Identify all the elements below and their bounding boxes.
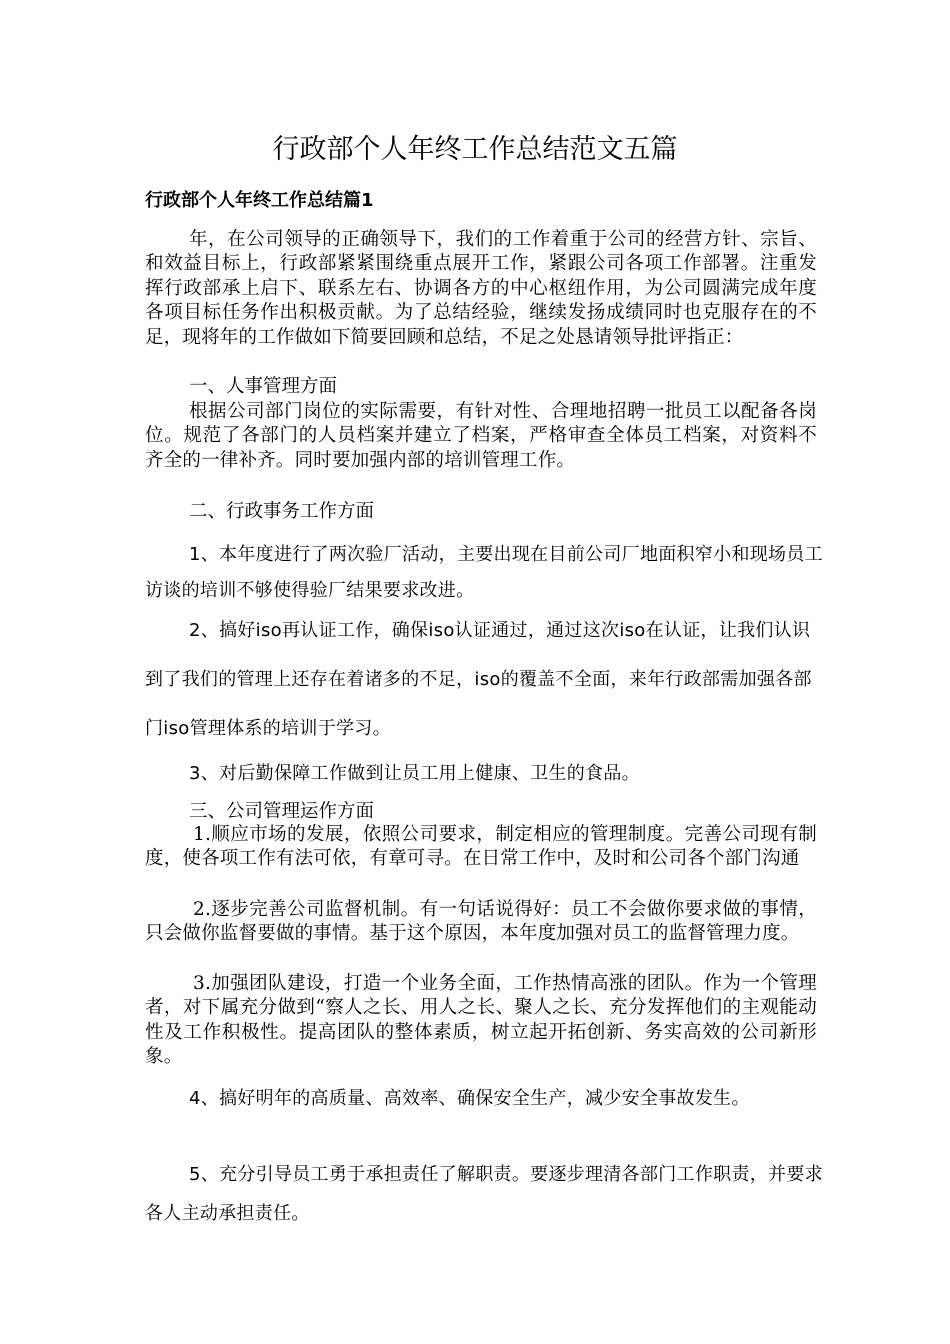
management-sub-1: 1.顺应市场的发展，依照公司要求，制定相应的管理制度。完善公司现有制度，使各项工作有法可依，有章可寻。在日常工作中，及时和公司各个部门沟通 xyxy=(145,824,817,870)
section-heading-personnel: 一、人事管理方面 xyxy=(189,376,338,397)
document-title: 行政部个人年终工作总结范文五篇 xyxy=(272,134,678,165)
admin-item-4: 4、搞好明年的高质量、高效率、确保安全生产，减少安全事故发生。 xyxy=(189,1088,750,1109)
section-subtitle: 行政部个人年终工作总结篇1 xyxy=(145,190,374,211)
section-heading-admin: 二、行政事务工作方面 xyxy=(189,501,375,522)
intro-paragraph: 年，在公司领导的正确领导下，我们的工作着重于公司的经营方针、宗旨、和效益目标上，行政部紧紧围绕重点展开工作，紧跟公司各项工作部署。注重发挥行政部承上启下、联系左右、协调各方的中心枢纽作用，为公司圆满完成年度各项目标任务作出积极贡献。为了总结经验，继续发扬成绩同时也克服存在的不足，现将年的工作做如下简要回顾和总结，不足之处恳请领导批评指正： xyxy=(145,229,817,348)
admin-item-1: 1、本年度进行了两次验厂活动，主要出现在目前公司厂地面积窄小和现场员工访谈的培训不够使得验厂结果要求改进。 xyxy=(145,544,823,601)
personnel-paragraph: 根据公司部门岗位的实际需要，有针对性、合理地招聘一批员工以配备各岗位。规范了各部门的人员档案并建立了档案，严格审查全体员工档案，对资料不齐全的一律补齐。同时要加强内部的培训管理工作。 xyxy=(145,401,817,471)
admin-item-5: 5、充分引导员工勇于承担责任了解职责。要逐步理清各部门工作职责，并要求各人主动承担责任。 xyxy=(145,1164,823,1224)
management-sub-3: 3.加强团队建设，打造一个业务全面，工作热情高涨的团队。作为一个管理者，对下属充分做到“察人之长、用人之长、聚人之长、充分发挥他们的主观能动性及工作积极性。提高团队的整体素质，树立起开拓创新、务实高效的公司新形象。 xyxy=(145,973,817,1068)
section-heading-management: 三、公司管理运作方面 xyxy=(189,801,375,822)
management-sub-2: 2.逐步完善公司监督机制。有一句话说得好：员工不会做你要求做的事情，只会做你监督要做的事情。基于这个原因，本年度加强对员工的监督管理力度。 xyxy=(145,899,817,945)
admin-item-3: 3、对后勤保障工作做到让员工用上健康、卫生的食品。 xyxy=(189,763,640,784)
admin-item-2: 2、搞好iso再认证工作，确保iso认证通过，通过这次iso在认证，让我们认识到了我们的管理上还存在着诸多的不足，iso的覆盖不全面，来年行政部需加强各部门iso管理体系的培训于学习。 xyxy=(145,620,812,739)
